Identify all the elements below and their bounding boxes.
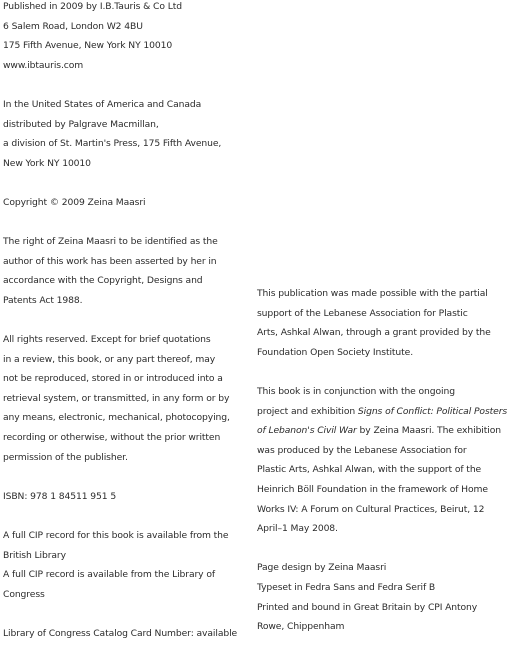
moral-rights-line: The right of Zeina Maasri to be identified as the xyxy=(3,236,218,248)
rights-reserved-block xyxy=(3,330,247,467)
exhibition-line: This book is in conjunction with the ongoing xyxy=(257,385,455,397)
production-line: Typeset in Fedra Sans and Fedra Serif B xyxy=(257,581,436,593)
cip-british-line: British Library xyxy=(3,549,66,561)
left-column xyxy=(3,0,247,663)
publisher-line: Published in 2009 by I.B.Tauris & Co Ltd xyxy=(3,1,182,12)
exhibition-line xyxy=(257,421,505,441)
publisher-block xyxy=(3,0,247,75)
exhibition-line: Works IV: A Forum on Cultural Practices, Beirut, 12 xyxy=(257,503,485,515)
moral-rights-line: Patents Act 1988. xyxy=(3,294,83,306)
exhibition-text: by Zeina Maasri. The exhibition xyxy=(356,425,501,437)
rights-reserved-line: retrieval system, or transmitted, in any form or by xyxy=(3,392,230,404)
moral-rights-line: author of this work has been asserted by her in xyxy=(3,255,217,267)
exhibition-line: was produced by the Lebanese Association for xyxy=(257,444,467,456)
isbn-line: ISBN: 978 1 84511 951 5 xyxy=(3,490,117,502)
exhibition-title: Signs of Conflict: Political Posters xyxy=(357,405,507,417)
exhibition-title: of Lebanon's Civil War xyxy=(257,425,357,437)
moral-rights-block xyxy=(3,232,247,310)
rights-reserved-line: in a review, this book, or any part thereof, may xyxy=(3,353,216,365)
moral-rights-line: accordance with the Copyright, Designs and xyxy=(3,275,203,287)
cip-congress-line: Congress xyxy=(3,588,45,600)
rights-reserved-line: not be reproduced, stored in or introduced into a xyxy=(3,373,223,385)
exhibition-line xyxy=(257,402,505,422)
support-line: This publication was made possible with the partial xyxy=(257,288,488,299)
distribution-line: a division of St. Martin's Press, 175 Fifth Avenue, xyxy=(3,138,222,150)
exhibition-line: Heinrich Böll Foundation in the framework of Home xyxy=(257,483,488,495)
rights-reserved-line: All rights reserved. Except for brief quotations xyxy=(3,334,211,346)
support-line: Arts, Ashkal Alwan, through a grant provided by the xyxy=(257,327,491,339)
copyright-line: Copyright © 2009 Zeina Maasri xyxy=(3,196,146,208)
rights-reserved-line: recording or otherwise, without the prior written xyxy=(3,432,221,444)
exhibition-block xyxy=(257,382,505,539)
rights-reserved-line: permission of the publisher. xyxy=(3,451,128,463)
production-block xyxy=(257,558,505,636)
production-line: Page design by Zeina Maasri xyxy=(257,562,387,574)
exhibition-line: April–1 May 2008. xyxy=(257,523,338,535)
support-line: support of the Lebanese Association for Plastic xyxy=(257,307,468,319)
publisher-address-uk: 6 Salem Road, London W2 4BU xyxy=(3,20,143,32)
right-column xyxy=(257,284,505,656)
distribution-block xyxy=(3,95,247,173)
support-block xyxy=(257,284,505,362)
cip-british-block xyxy=(3,526,247,565)
copyright-block xyxy=(3,193,247,213)
publisher-address-us: 175 Fifth Avenue, New York NY 10010 xyxy=(3,40,173,52)
rights-reserved-line: any means, electronic, mechanical, photocopying, xyxy=(3,412,230,424)
production-line: Printed and bound in Great Britain by CPI Antony xyxy=(257,601,478,613)
production-line: Rowe, Chippenham xyxy=(257,621,345,633)
publisher-website: www.ibtauris.com xyxy=(3,59,84,71)
support-line: Foundation Open Society Institute. xyxy=(257,346,414,358)
distribution-line: distributed by Palgrave Macmillan, xyxy=(3,118,159,130)
catalog-line: Library of Congress Catalog Card Number: available xyxy=(3,628,238,639)
distribution-line: New York NY 10010 xyxy=(3,157,91,169)
cip-congress-block xyxy=(3,565,247,604)
exhibition-line: Plastic Arts, Ashkal Alwan, with the support of the xyxy=(257,464,482,476)
exhibition-text: project and exhibition xyxy=(257,405,358,417)
cip-british-line: A full CIP record for this book is available from the xyxy=(3,530,229,542)
cip-congress-line: A full CIP record is available from the Library of xyxy=(3,569,215,581)
distribution-line: In the United States of America and Canada xyxy=(3,98,202,110)
isbn-block xyxy=(3,487,247,507)
